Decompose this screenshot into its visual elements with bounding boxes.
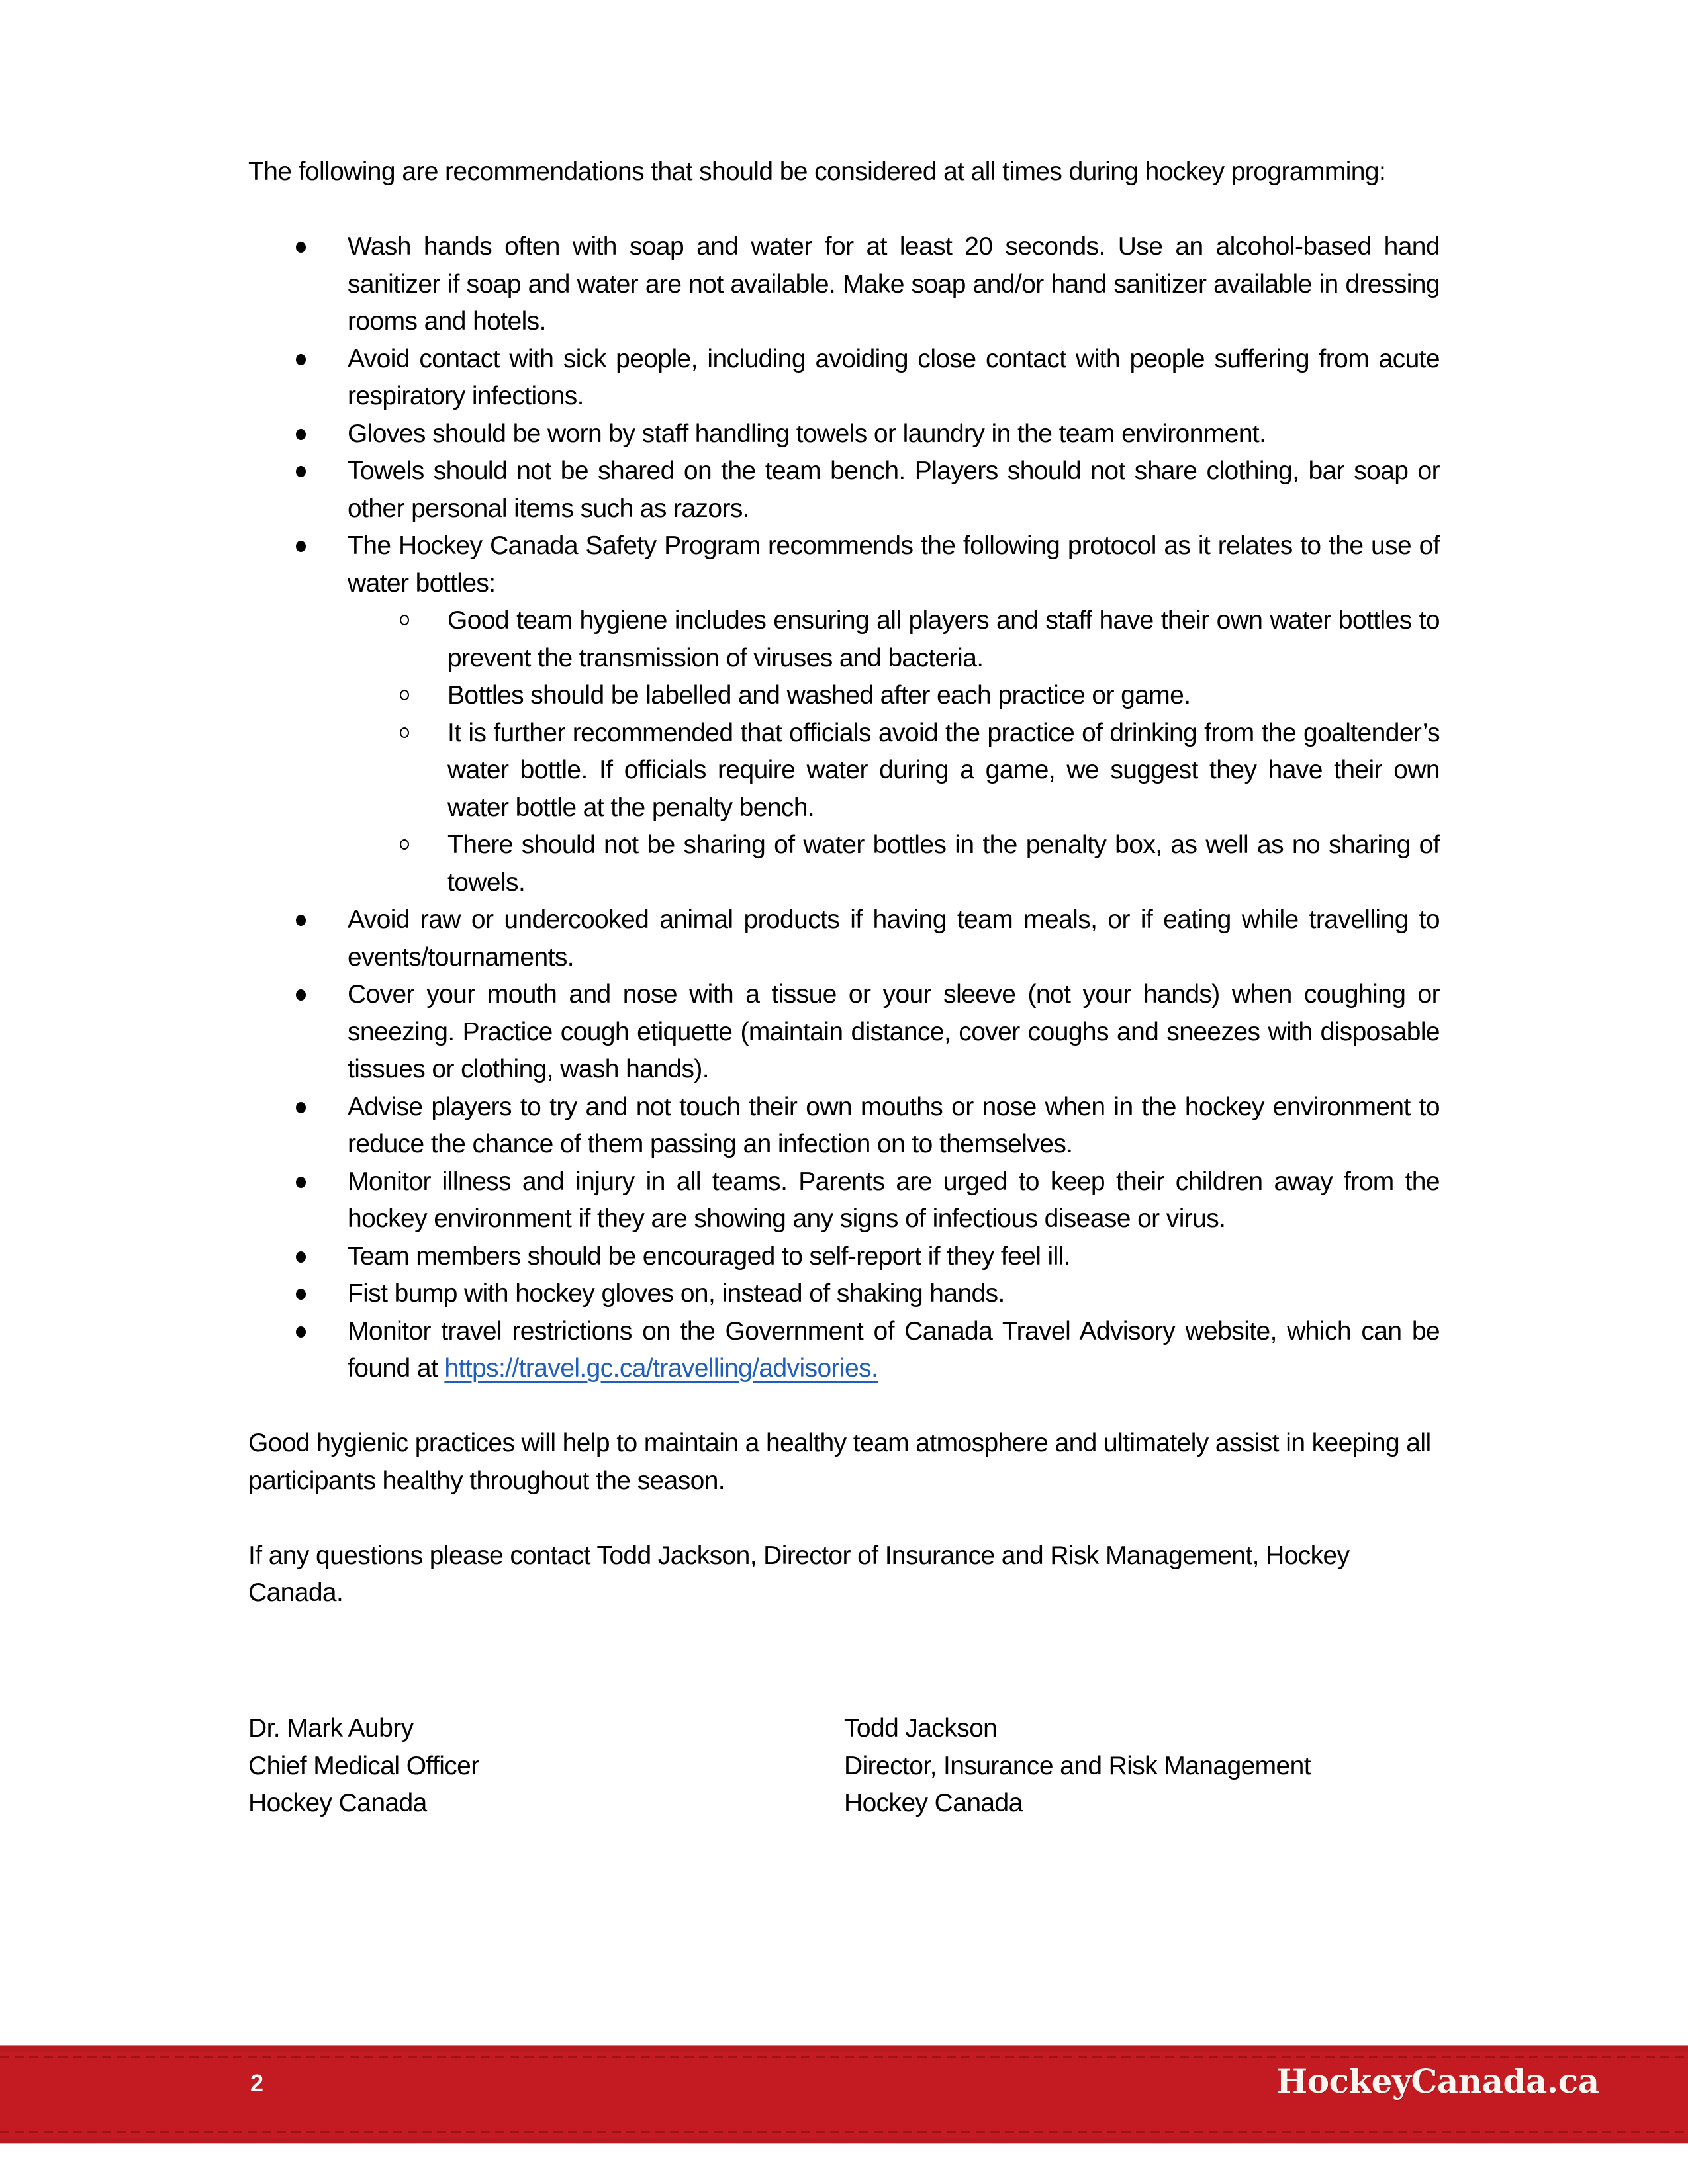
- list-item: [248, 416, 1440, 453]
- list-item: [248, 976, 1440, 1089]
- list-item-text: The Hockey Canada Safety Program recommends the following protocol as it relates to the use of water bottles:: [348, 531, 1440, 598]
- signer-organization: Hockey Canada: [248, 1789, 427, 1817]
- list-item: [248, 341, 1440, 416]
- sub-list-item: [248, 602, 1440, 677]
- bullet-dot-icon: [296, 915, 306, 926]
- contact-paragraph: If any questions please contact Todd Jackson, Director of Insurance and Risk Management, Hockey Canada.: [248, 1541, 1350, 1607]
- signer-name: Dr. Mark Aubry: [248, 1714, 414, 1743]
- sub-list-item-text: There should not be sharing of water bottles in the penalty box, as well as no sharing of towels.: [447, 831, 1440, 897]
- footer-dashed-line-top: [0, 2056, 1688, 2058]
- bullet-dot-icon: [296, 242, 306, 253]
- list-item: [248, 901, 1440, 976]
- bullet-circle-icon: [400, 727, 409, 738]
- signature-jackson: [844, 1710, 1311, 1823]
- list-item: [248, 228, 1440, 341]
- footer-band: [0, 2045, 1688, 2144]
- footer-dashed-line-bottom: [0, 2131, 1688, 2133]
- list-item-text: Towels should not be shared on the team bench. Players should not share clothing, bar soap or other personal items such as razors.: [348, 457, 1440, 523]
- list-item-text: Avoid raw or undercooked animal products if having team meals, or if eating while travelling to events/tournaments.: [348, 905, 1440, 972]
- sub-list-item-text: Good team hygiene includes ensuring all players and staff have their own water bottles to prevent the transmission of viruses and bacteria.: [447, 606, 1440, 672]
- list-item: [248, 1163, 1440, 1238]
- water-bottle-sublist: [348, 602, 1440, 901]
- list-item-text: Team members should be encouraged to self-report if they feel ill.: [348, 1242, 1070, 1271]
- travel-advisory-link[interactable]: https://travel.gc.ca/travelling/advisories.: [444, 1354, 878, 1383]
- list-item-text: Advise players to try and not touch their own mouths or nose when in the hockey environment to reduce the chance of them passing an infection on to themselves.: [348, 1092, 1440, 1158]
- sub-list-item: [248, 677, 1440, 715]
- spacer: [248, 1388, 1440, 1426]
- list-item: [248, 527, 1440, 901]
- bullet-dot-icon: [296, 466, 306, 477]
- bullet-dot-icon: [296, 989, 306, 1001]
- closing-paragraph: Good hygienic practices will help to maintain a healthy team atmosphere and ultimately assist in keeping all participants healthy throughout the season.: [248, 1429, 1431, 1495]
- hockey-canada-logo: HockeyCanada.ca: [1276, 2062, 1599, 2101]
- signer-name: Todd Jackson: [844, 1714, 998, 1743]
- list-item: [248, 1313, 1440, 1388]
- signer-title: Chief Medical Officer: [248, 1751, 479, 1780]
- bullet-dot-icon: [296, 1289, 306, 1300]
- list-item-text: Monitor travel restrictions on the Government of Canada Travel Advisory website, which can be found at: [348, 1316, 1440, 1383]
- signer-organization: Hockey Canada: [844, 1789, 1023, 1817]
- bullet-circle-icon: [400, 839, 409, 850]
- recommendations-list: [248, 228, 1440, 1388]
- spacer: [248, 191, 1440, 229]
- document-body: [248, 154, 1440, 1612]
- signer-title: Director, Insurance and Risk Management: [844, 1751, 1311, 1780]
- bullet-circle-icon: [400, 690, 409, 700]
- bullet-dot-icon: [296, 1102, 306, 1113]
- footer-top-edge: [0, 2045, 1688, 2052]
- list-item-text: Monitor illness and injury in all teams. Parents are urged to keep their children away from the hockey environment if they are showing any signs of infectious disease or virus.: [348, 1167, 1440, 1233]
- list-item-text: Cover your mouth and nose with a tissue or your sleeve (not your hands) when coughing or sneezing. Practice cough etiquette (maintain distance, cover coughs and sneezes with disposable tissues or clothing, wash hands).: [348, 980, 1440, 1083]
- spacer: [248, 1500, 1440, 1537]
- list-item-text: Fist bump with hockey gloves on, instead of shaking hands.: [348, 1279, 1005, 1308]
- list-item: [248, 1238, 1440, 1276]
- list-item-text: Avoid contact with sick people, including avoiding close contact with people suffering from acute respiratory infections.: [348, 344, 1440, 410]
- bullet-dot-icon: [296, 354, 306, 365]
- list-item: [248, 453, 1440, 527]
- signature-aubry: [248, 1710, 479, 1823]
- bullet-dot-icon: [296, 1326, 306, 1338]
- bullet-dot-icon: [296, 1251, 306, 1263]
- bullet-circle-icon: [400, 615, 409, 625]
- bullet-dot-icon: [296, 541, 306, 552]
- list-item: [248, 1275, 1440, 1313]
- intro-paragraph: The following are recommendations that should be considered at all times during hockey programming:: [248, 158, 1386, 186]
- sub-list-item: [248, 827, 1440, 901]
- list-item: [248, 1089, 1440, 1163]
- footer-bottom-edge: [0, 2138, 1688, 2144]
- sub-list-item-text: Bottles should be labelled and washed after each practice or game.: [447, 681, 1191, 709]
- page-number: 2: [250, 2070, 264, 2097]
- bullet-dot-icon: [296, 1177, 306, 1188]
- bullet-dot-icon: [296, 429, 306, 440]
- sub-list-item-text: It is further recommended that officials avoid the practice of drinking from the goaltender’s water bottle. If officials require water during a game, we suggest they have their own water bottle at the penalty bench.: [447, 718, 1440, 822]
- list-item-text: Gloves should be worn by staff handling towels or laundry in the team environment.: [348, 419, 1266, 448]
- list-item-text: Wash hands often with soap and water for at least 20 seconds. Use an alcohol-based hand sanitizer if soap and water are not available. Make soap and/or hand sanitizer available in dressing rooms and hotels.: [348, 232, 1440, 336]
- sub-list-item: [248, 715, 1440, 827]
